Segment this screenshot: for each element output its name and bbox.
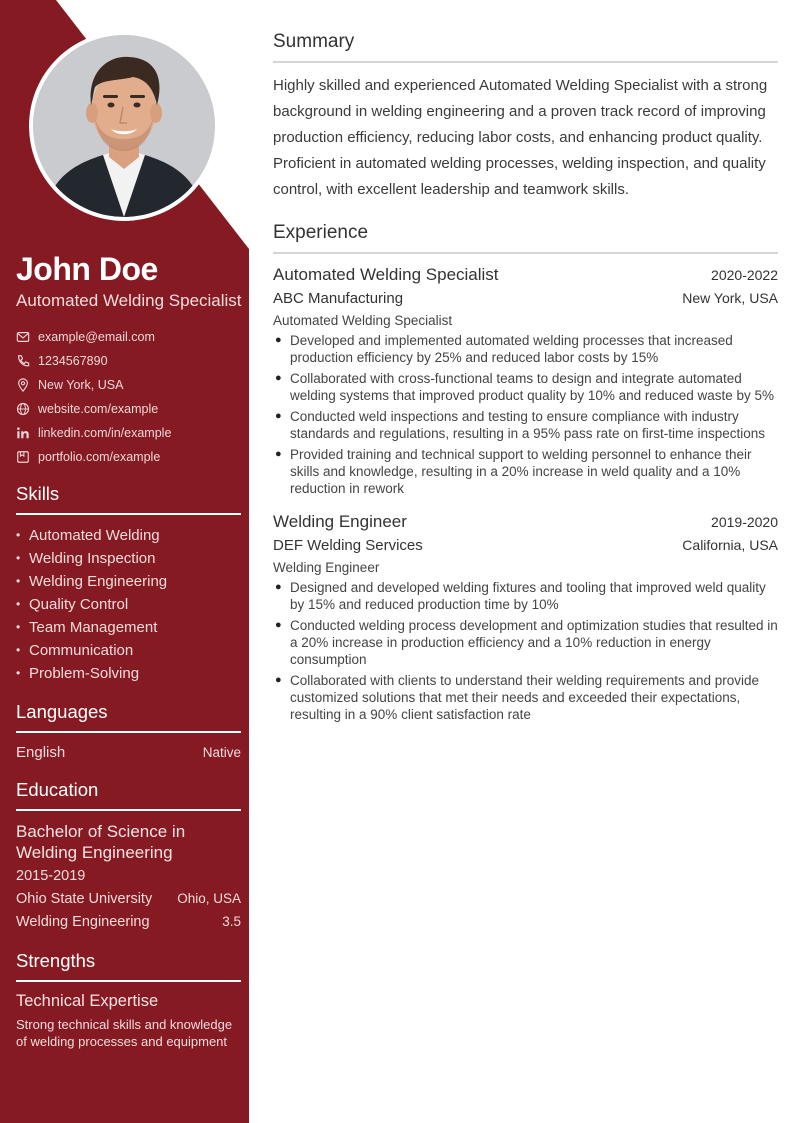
location-pin-icon — [16, 378, 30, 392]
globe-icon — [16, 402, 30, 416]
skills-heading: Skills — [16, 483, 241, 515]
phone-icon — [16, 354, 30, 368]
job-bullet: ● Conducted weld inspections and testing to ensure compliance with industry standards and regulations, resulting in a 95% pass rate on first-time inspections — [275, 409, 766, 441]
education-years: 2015-2019 — [16, 868, 86, 884]
skill-item: • Problem-Solving — [16, 665, 140, 682]
email-icon — [16, 330, 30, 344]
profile-photo — [33, 35, 215, 217]
job-title: Automated Welding Specialist — [273, 265, 499, 284]
skill-item: • Communication — [16, 642, 134, 659]
contact-website-text: website.com/example — [38, 402, 159, 416]
strength-description: Strong technical skills and knowledge of welding processes and equipment — [16, 1017, 233, 1049]
summary-heading: Summary — [273, 30, 778, 63]
summary-text: Highly skilled and experienced Automated Welding Specialist with a strong background in welding engineering and a proven track record of improving production efficiency, reducing labor costs, and enhancing product quality. Proficient in automated welding processes, welding inspection, and quality control, with excellent leadership and teamwork skills. — [273, 77, 768, 198]
job-dates: 2019-2020 — [711, 514, 778, 530]
skill-item: • Welding Inspection — [16, 550, 156, 567]
contact-linkedin-text: linkedin.com/in/example — [38, 426, 172, 440]
education-gpa: 3.5 — [222, 914, 241, 929]
job-entry — [273, 264, 778, 497]
skill-item: • Welding Engineering — [16, 573, 168, 590]
language-name: English — [16, 744, 66, 761]
job-bullet: ● Provided training and technical support to welding personnel to enhance their skills and knowledge, resulting in a 20% increase in weld quality and a 10% reduction in rework — [275, 447, 752, 496]
languages-heading: Languages — [16, 701, 241, 733]
strengths-heading: Strengths — [16, 950, 241, 982]
skill-item: • Automated Welding — [16, 527, 160, 544]
job-bullet: ● Designed and developed welding fixtures and tooling that improved weld quality by 15% and reduced production time by 10% — [275, 580, 766, 612]
strength-title: Technical Expertise — [16, 992, 159, 1010]
job-bullets — [273, 332, 778, 497]
contact-phone[interactable] — [16, 349, 241, 373]
contact-portfolio[interactable] — [16, 445, 241, 469]
experience-heading: Experience — [273, 221, 778, 254]
contact-website[interactable] — [16, 397, 241, 421]
language-level: Native — [202, 745, 241, 760]
sidebar-content — [16, 250, 241, 1050]
job-bullet: ● Conducted welding process development and optimization studies that resulted in a 20% increase in production efficiency and a 10% reduction in energy consumption — [275, 618, 778, 667]
skills-list — [16, 524, 241, 685]
job-entry — [273, 511, 778, 723]
education-field-row — [16, 912, 241, 932]
job-dates: 2020-2022 — [711, 267, 778, 283]
profile-photo-frame — [29, 31, 219, 221]
job-company: DEF Welding Services — [273, 537, 423, 554]
main-content — [273, 30, 778, 727]
contact-list — [16, 325, 241, 469]
job-bullet: ● Developed and implemented automated welding processes that increased production efficiency by 25% and reduced labor costs by 15% — [275, 333, 733, 365]
education-school-row — [16, 889, 241, 909]
job-bullet: ● Collaborated with cross-functional teams to design and integrate automated welding systems that improved product quality by 10% and reduced waste by 5% — [275, 371, 775, 403]
linkedin-icon — [16, 426, 30, 440]
job-bullets — [273, 579, 778, 723]
experience-section — [273, 221, 778, 723]
contact-location — [16, 373, 241, 397]
skill-item: • Team Management — [16, 619, 158, 636]
job-location: New York, USA — [682, 290, 778, 306]
profile-name: John Doe — [16, 251, 158, 287]
skill-item: • Quality Control — [16, 596, 129, 613]
job-title: Welding Engineer — [273, 512, 407, 531]
education-school: Ohio State University — [16, 891, 153, 907]
profile-title: Automated Welding Specialist — [16, 291, 242, 310]
contact-linkedin[interactable] — [16, 421, 241, 445]
education-location: Ohio, USA — [177, 891, 241, 906]
language-row — [16, 744, 241, 761]
job-location: California, USA — [682, 537, 778, 553]
education-field: Welding Engineering — [16, 914, 150, 930]
contact-email[interactable] — [16, 325, 241, 349]
job-role: Welding Engineer — [273, 560, 380, 575]
contact-location-text: New York, USA — [38, 378, 124, 392]
contact-portfolio-text: portfolio.com/example — [38, 450, 161, 464]
contact-email-text: example@email.com — [38, 330, 155, 344]
job-company: ABC Manufacturing — [273, 290, 404, 307]
contact-phone-text: 1234567890 — [38, 354, 108, 368]
job-bullet: ● Collaborated with clients to understand their welding requirements and provide customized solutions that met their needs and exceeded their expectations, resulting in a 90% client satisfaction rate — [275, 673, 760, 722]
education-heading: Education — [16, 779, 241, 811]
job-role: Automated Welding Specialist — [273, 313, 453, 328]
education-degree: Bachelor of Science in Welding Engineering — [16, 822, 186, 862]
portfolio-icon — [16, 450, 30, 464]
